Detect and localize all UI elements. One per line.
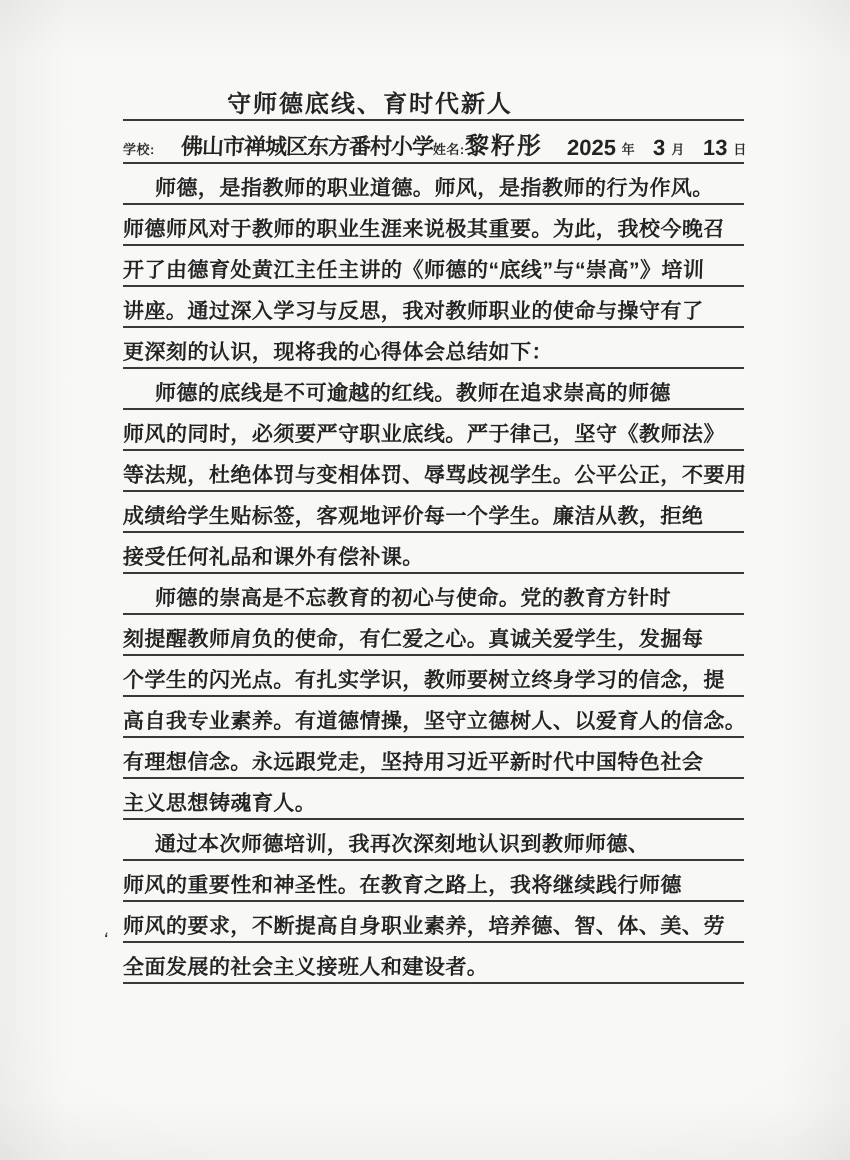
essay-line: 有理想信念。永远跟党走，坚持用习近平新时代中国特色社会 (123, 738, 744, 779)
essay-header-row (123, 121, 747, 164)
essay-line: 师风的同时，必须要严守职业底线。严于律己，坚守《教师法》 (123, 410, 744, 451)
essay-line: 师德的崇高是不忘教育的初心与使命。党的教育方针时 (123, 574, 744, 615)
essay-line: 刻提醒教师肩负的使命，有仁爱之心。真诚关爱学生，发掘每 (123, 615, 744, 656)
essay-line: 成绩给学生贴标签，客观地评价每一个学生。廉洁从教，拒绝 (123, 492, 744, 533)
school-label: 学校: (123, 142, 155, 157)
essay-line: 开了由德育处黄江主任主讲的《师德的“底线”与“崇高”》培训 (123, 246, 744, 287)
essay-line: 讲座。通过深入学习与反思，我对教师职业的使命与操守有了 (123, 287, 744, 328)
date-month-unit: 月 (671, 142, 685, 157)
essay-line: 师德，是指教师的职业道德。师风，是指教师的行为作风。 (123, 164, 744, 205)
essay-sheet (122, 80, 747, 984)
essay-line: 师德的底线是不可逾越的红线。教师在追求崇高的师德 (123, 369, 744, 410)
date-day-unit: 日 (733, 142, 747, 157)
essay-line: 更深刻的认识，现将我的心得体会总结如下： (123, 328, 744, 369)
essay-line: 高自我专业素养。有道德情操，坚守立德树人、以爱育人的信念。 (123, 697, 744, 738)
school-value: 佛山市禅城区东方番村小学 (180, 134, 434, 159)
essay-line: 个学生的闪光点。有扎实学识，教师要树立终身学习的信念，提 (123, 656, 744, 697)
essay-title-row (123, 80, 744, 121)
essay-line: 师风的重要性和神圣性。在教育之路上，我将继续践行师德 (123, 861, 744, 902)
date-year-unit: 年 (621, 142, 636, 157)
name-label: 姓名: (432, 142, 465, 157)
essay-line: 通过本次师德培训，我再次深刻地认识到教师师德、 (123, 820, 744, 861)
essay-line: 主义思想铸魂育人。 (123, 779, 744, 820)
essay-line: 接受任何礼品和课外有偿补课。 (123, 533, 744, 574)
date-day-value: 13 (702, 135, 728, 160)
essay-line: 等法规，杜绝体罚与变相体罚、辱骂歧视学生。公平公正，不要用 (123, 451, 744, 492)
date-month-value: 3 (652, 135, 666, 160)
date-year-value: 2025 (566, 135, 617, 160)
essay-title: 守师德底线、育时代新人 (226, 91, 513, 118)
essay-line: 师风的要求，不断提高自身职业素养，培养德、智、体、美、劳 (123, 902, 744, 943)
stray-ink-mark: ʻ (101, 929, 110, 953)
essay-line: 全面发展的社会主义接班人和建设者。 (123, 943, 744, 984)
essay-line: 师德师风对于教师的职业生涯来说极其重要。为此，我校今晚召 (123, 205, 744, 246)
name-value: 黎籽彤 (464, 133, 544, 160)
